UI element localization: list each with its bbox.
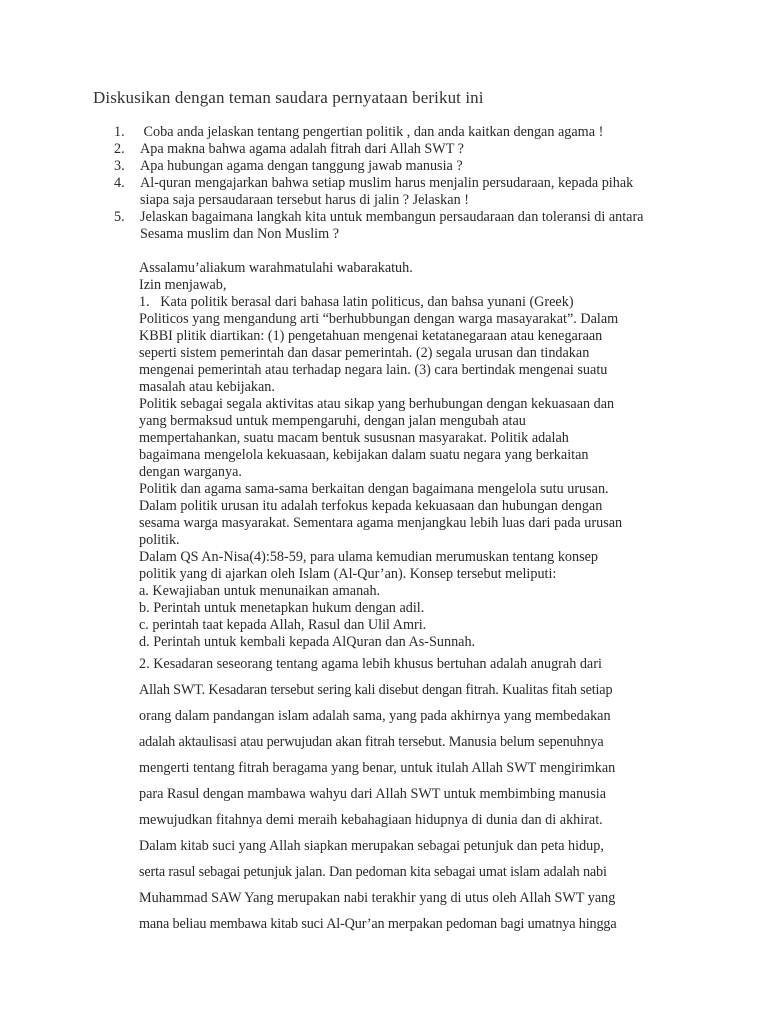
answer-line: Dalam politik urusan itu adalah terfokus kepada kekuasaan dan hubungan dengan xyxy=(139,498,603,514)
question-item xyxy=(114,158,674,175)
question-text: Jelaskan bagaimana langkah kita untuk membangun persaudaraan dan toleransi di antara Sesama muslim dan Non Muslim ? xyxy=(140,209,644,242)
answer-line: KBBI plitik diartikan: (1) pengetahuan mengenai ketatanegaraan atau kenegaraan xyxy=(139,328,603,344)
question-number: 2. xyxy=(114,141,125,157)
answer-line: Politicos yang mengandung arti “berhubbungan dengan warga masayarakat”. Dalam xyxy=(139,311,619,327)
answer-line: Assalamu’aliakum warahmatulahi wabarakatuh. xyxy=(139,260,413,276)
question-text: Coba anda jelaskan tentang pengertian politik , dan anda kaitkan dengan agama ! xyxy=(140,124,604,140)
question-number: 1. xyxy=(114,124,125,140)
question-number: 4. xyxy=(114,175,125,191)
answer-line: adalah aktaulisasi atau perwujudan akan fitrah tersebut. Manusia belum sepenuhnya xyxy=(139,734,604,750)
answer-line: mana beliau membawa kitab suci Al-Qur’an merpakan pedoman bagi umatnya hingga xyxy=(139,916,617,932)
page-heading: Diskusikan dengan teman saudara pernyataan berikut ini xyxy=(93,88,484,107)
answer-line: Politik dan agama sama-sama berkaitan dengan bagaimana mengelola sutu urusan. xyxy=(139,481,609,497)
question-list xyxy=(114,124,674,243)
question-number: 5. xyxy=(114,209,125,225)
answer-line: masalah atau kebijakan. xyxy=(139,379,275,395)
answer-line: dengan warganya. xyxy=(139,464,242,480)
answer-line: Allah SWT. Kesadaran tersebut sering kali disebut dengan fitrah. Kualitas fitah setiap xyxy=(139,682,613,698)
answer-line: politik. xyxy=(139,532,180,548)
question-item xyxy=(114,124,674,141)
answer-line: a. Kewajiaban untuk menunaikan amanah. xyxy=(139,583,381,599)
answer-line: orang dalam pandangan islam adalah sama, yang pada akhirnya yang membedakan xyxy=(139,708,611,724)
answer-line: Muhammad SAW Yang merupakan nabi terakhir yang di utus oleh Allah SWT yang xyxy=(139,890,616,906)
answer-line: 1. Kata politik berasal dari bahasa latin politicus, dan bahsa yunani (Greek) xyxy=(139,294,574,310)
answer-line: d. Perintah untuk kembali kepada AlQuran dan As-Sunnah. xyxy=(139,634,476,650)
answer-line: b. Perintah untuk menetapkan hukum dengan adil. xyxy=(139,600,425,616)
answer-two xyxy=(139,651,684,937)
answer-line: mengenai pemerintah atau terhadap negara lain. (3) cara bertindak mengenai suatu xyxy=(139,362,608,378)
answer-line: Dalam kitab suci yang Allah siapkan merupakan sebagai petunjuk dan peta hidup, xyxy=(139,838,604,854)
question-text: Apa makna bahwa agama adalah fitrah dari Allah SWT ? xyxy=(140,141,464,157)
question-item xyxy=(114,141,674,158)
answer-line: seperti sistem pemerintah dan dasar pemerintah. (2) segala urusan dan tindakan xyxy=(139,345,590,361)
question-item xyxy=(114,175,674,209)
question-text: Al-quran mengajarkan bahwa setiap muslim harus menjalin persudaraan, kepada pihak siapa saja persaudaraan tersebut harus di jalin ? Jelaskan ! xyxy=(140,175,634,208)
answer-line: mempertahankan, suatu macam bentuk sususnan masyarakat. Politik adalah xyxy=(139,430,569,446)
answer-line: mengerti tentang fitrah beragama yang benar, untuk itulah Allah SWT mengirimkan xyxy=(139,760,616,776)
answer-line: Politik sebagai segala aktivitas atau sikap yang berhubungan dengan kekuasaan dan xyxy=(139,396,615,412)
answer-line: Izin menjawab, xyxy=(139,277,227,293)
answer-one xyxy=(139,260,679,651)
question-text: Apa hubungan agama dengan tanggung jawab manusia ? xyxy=(140,158,463,174)
answer-line: para Rasul dengan mambawa wahyu dari Allah SWT untuk membimbing manusia xyxy=(139,786,607,802)
answer-line: yang bermaksud untuk mempengaruhi, dengan jalan mengubah atau xyxy=(139,413,526,429)
answer-line: Dalam QS An-Nisa(4):58-59, para ulama kemudian merumuskan tentang konsep xyxy=(139,549,599,565)
answer-line: sesama warga masyarakat. Sementara agama menjangkau lebih luas dari pada urusan xyxy=(139,515,623,531)
answer-line: politik yang di ajarkan oleh Islam (Al-Qur’an). Konsep tersebut meliputi: xyxy=(139,566,557,582)
question-number: 3. xyxy=(114,158,125,174)
answer-line: c. perintah taat kepada Allah, Rasul dan Ulil Amri. xyxy=(139,617,427,633)
answer-line: mewujudkan fitahnya demi meraih kebahagiaan hidupnya di dunia dan di akhirat. xyxy=(139,812,603,828)
answer-line: 2. Kesadaran seseorang tentang agama lebih khusus bertuhan adalah anugrah dari xyxy=(139,656,602,672)
question-item xyxy=(114,209,674,243)
answer-line: bagaimana mengelola kekuasaan, kebijakan dalam suatu negara yang berkaitan xyxy=(139,447,589,463)
answer-line: serta rasul sebagai petunjuk jalan. Dan pedoman kita sebagai umat islam adalah nabi xyxy=(139,864,607,880)
